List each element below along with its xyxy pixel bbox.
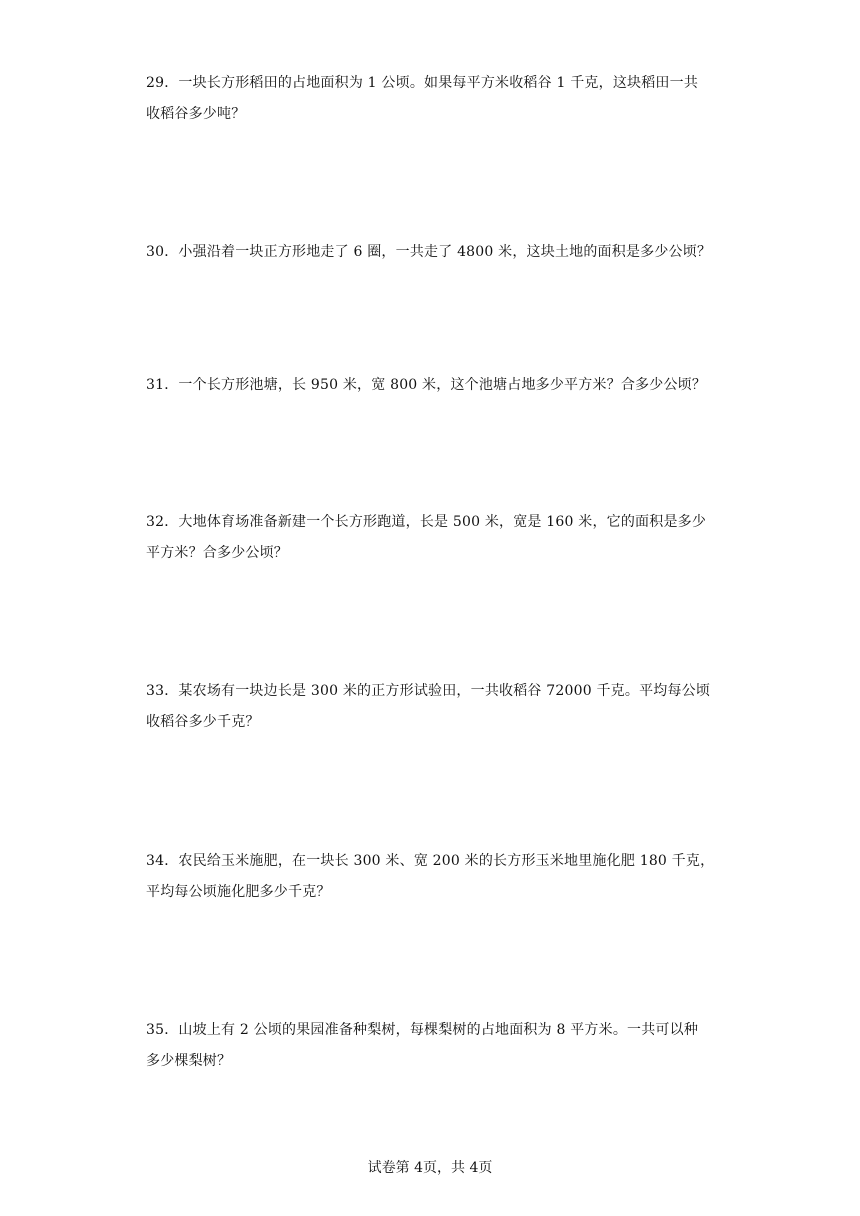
question-line: 35．山坡上有 2 公顷的果园准备种梨树，每棵梨树的占地面积为 8 平方米。一共可以种 <box>146 1022 699 1038</box>
question-35 <box>146 1015 720 1077</box>
page-footer: 试卷第 4页，共 4页 <box>367 1160 493 1176</box>
question-33 <box>146 676 720 738</box>
question-31 <box>146 370 720 401</box>
question-line: 34．农民给玉米施肥，在一块长 300 米、宽 200 米的长方形玉米地里施化肥 180 千克， <box>146 853 715 869</box>
question-30 <box>146 237 720 268</box>
question-29 <box>146 68 720 130</box>
question-32 <box>146 507 720 569</box>
question-34 <box>146 846 720 908</box>
question-line: 多少棵梨树？ <box>146 1053 232 1069</box>
question-line: 收稻谷多少吨？ <box>146 106 246 122</box>
question-line: 31．一个长方形池塘，长 950 米，宽 800 米，这个池塘占地多少平方米？合多少公顷？ <box>146 377 707 393</box>
question-line: 收稻谷多少千克？ <box>146 714 260 730</box>
question-line: 33．某农场有一块边长是 300 米的正方形试验田，一共收稻谷 72000 千克。平均每公顷 <box>146 683 711 699</box>
question-line: 29．一块长方形稻田的占地面积为 1 公顷。如果每平方米收稻谷 1 千克，这块稻田一共 <box>146 75 699 91</box>
question-line: 平均每公顷施化肥多少千克？ <box>146 884 331 900</box>
question-line: 平方米？合多少公顷？ <box>146 545 288 561</box>
question-line: 32．大地体育场准备新建一个长方形跑道，长是 500 米，宽是 160 米，它的面积是多少 <box>146 514 707 530</box>
question-line: 30．小强沿着一块正方形地走了 6 圈，一共走了 4800 米，这块土地的面积是多少公顷？ <box>146 244 712 260</box>
